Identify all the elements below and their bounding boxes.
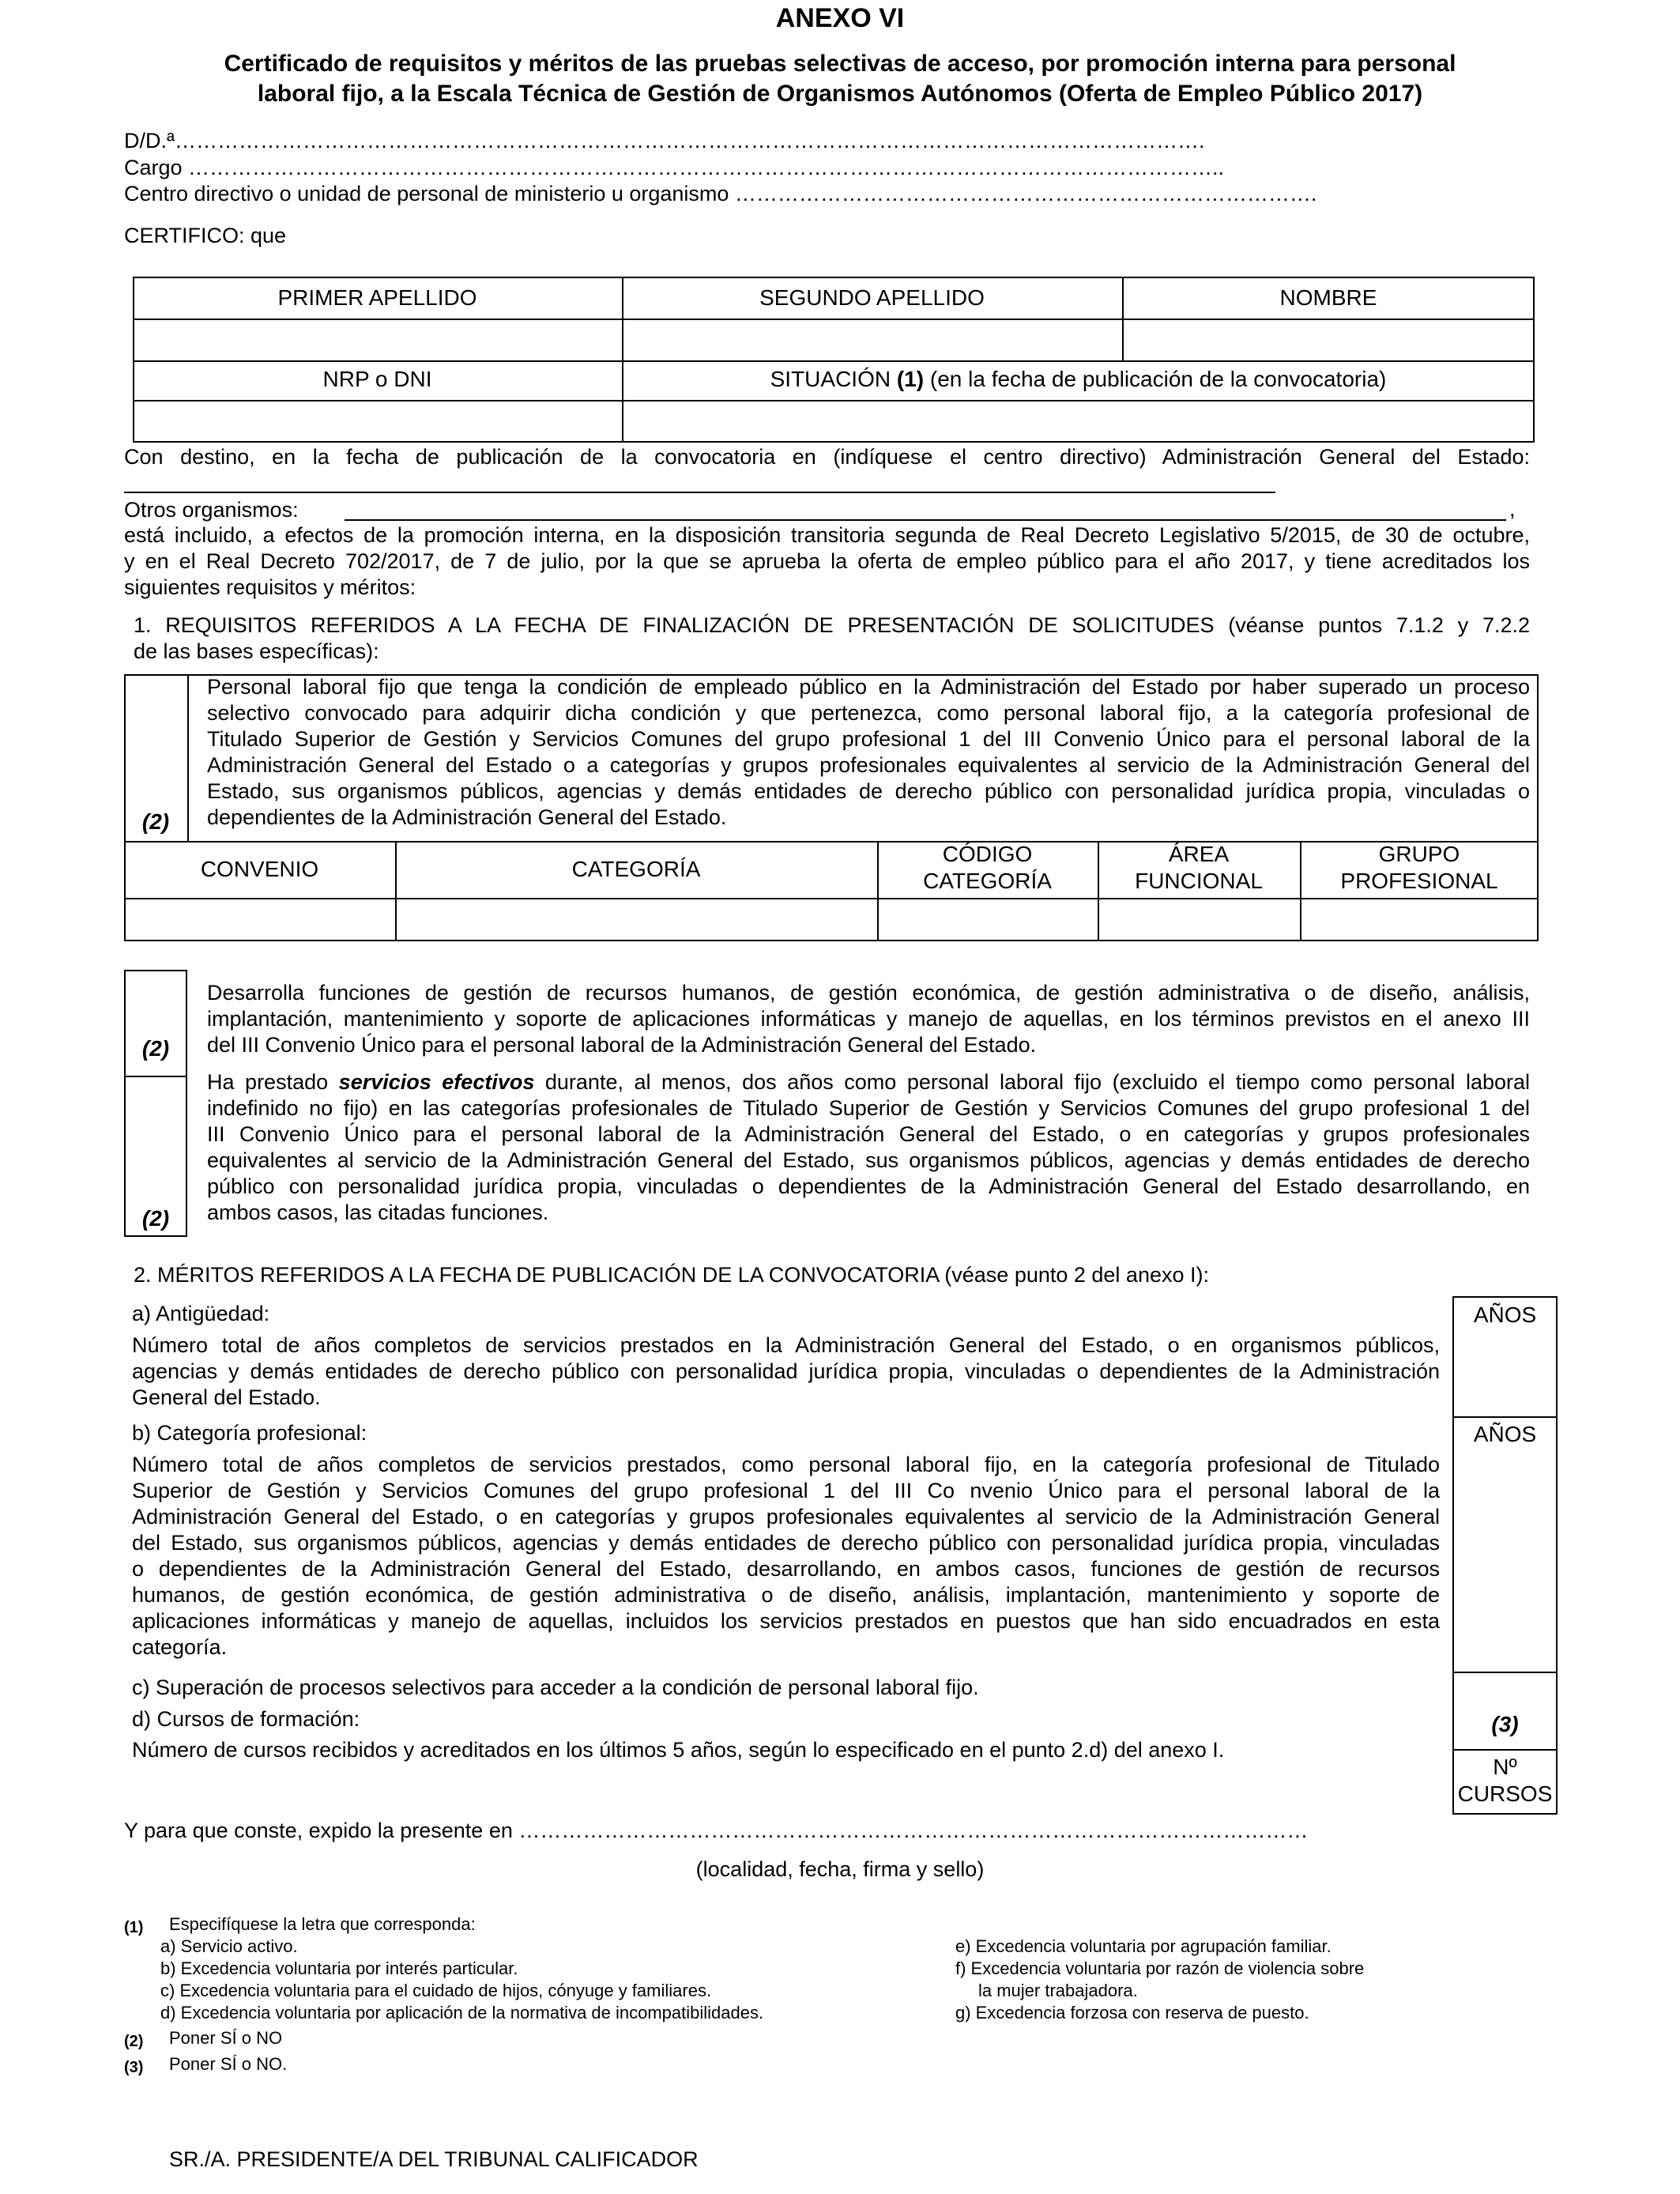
- incluido-line-3: siguientes requisitos y méritos:: [124, 575, 416, 599]
- requisitos-heading-2: de las bases específicas):: [134, 639, 379, 663]
- footnote-item: la mujer trabajadora.: [978, 1981, 1138, 2000]
- cursos-label: Nº CURSOS: [1457, 1755, 1553, 1806]
- area-funcional-header: ÁREA FUNCIONAL: [1135, 842, 1263, 893]
- superacion-mark[interactable]: (3): [1491, 1712, 1519, 1736]
- segundo-apellido-header: SEGUNDO APELLIDO: [759, 285, 985, 310]
- footnote-1-text: Especifíquese la letra que corresponda:: [169, 1914, 476, 1934]
- footnote-2-text: Poner SÍ o NO: [169, 2028, 283, 2048]
- footnote-1-left-list: [160, 1936, 763, 2024]
- footnote-1-marker: (1): [124, 1919, 144, 1936]
- convenio-input[interactable]: [126, 899, 394, 940]
- area-funcional-input[interactable]: [1099, 899, 1298, 940]
- categoria-anos-label: AÑOS: [1473, 1422, 1537, 1446]
- grupo-profesional-header: GRUPO PROFESIONAL: [1340, 842, 1498, 893]
- footnote-3-text: Poner SÍ o NO.: [169, 2054, 288, 2074]
- document-title-line-1: Certificado de requisitos y méritos de las pruebas selectivas de acceso, por promoción interna para personal: [224, 51, 1456, 77]
- servicios-text: Ha prestado servicios efectivos durante, al menos, dos años como personal laboral fijo (excluido el tiempo como personal laboral indefinido no fijo) en las categorías profesionales de Titulado Superior de Gestión y Servicios Comunes del grupo profesional 1 del III Convenio Único para el personal laboral de la Administración General del Estado, o en categorías y grupos profesionales equivalentes al servicio de la Administración General del Estado, sus organismos públicos, agencias y demás entidades de derecho público con personalidad jurídica propia, vinculadas o dependientes de la Administración General del Estado desarrollando, en ambos casos, las citadas funciones.: [207, 1070, 1531, 1224]
- categoria-header: CATEGORÍA: [571, 857, 701, 881]
- destino-label: Con destino, en la fecha de publicación de la convocatoria en (indíquese el centro directivo) Administración General del Estado:: [124, 445, 1530, 469]
- document-title-line-2: laboral fijo, a la Escala Técnica de Gestión de Organismos Autónomos (Oferta de Empleo Público 2017): [257, 81, 1423, 107]
- destino-line[interactable]: [124, 492, 1275, 493]
- requisito-marks-column: [124, 970, 187, 1237]
- categoria-anos-input[interactable]: [1454, 1449, 1556, 1670]
- personal-mark[interactable]: (2): [141, 809, 170, 834]
- conste-line[interactable]: Y para que conste, expido la presente en …………………………………………………………………………………………………: [124, 1819, 1309, 1842]
- primer-apellido-header: PRIMER APELLIDO: [277, 285, 477, 310]
- primer-apellido-input[interactable]: [134, 320, 620, 359]
- footnote-item: d) Excedencia voluntaria por aplicación de la normativa de incompatibilidades.: [160, 2003, 764, 2022]
- nombre-input[interactable]: [1124, 320, 1533, 359]
- cargo-field[interactable]: Cargo ………………………………………………………………………………………………………………………………..: [124, 156, 1225, 179]
- funciones-mark[interactable]: (2): [141, 1036, 170, 1061]
- footnote-item: g) Excedencia forzosa con reserva de puesto.: [955, 2003, 1309, 2022]
- segundo-apellido-input[interactable]: [623, 320, 1121, 359]
- antiguedad-anos-input[interactable]: [1454, 1331, 1556, 1415]
- otros-organismos-line[interactable]: [345, 519, 1506, 521]
- convenio-header: CONVENIO: [200, 857, 319, 881]
- nrp-input[interactable]: [134, 401, 620, 441]
- annex-title: ANEXO VI: [775, 3, 905, 33]
- situacion-header: SITUACIÓN (1) (en la fecha de publicación de la convocatoria): [770, 367, 1387, 391]
- cursos-text: Número de cursos recibidos y acreditados en los últimos 5 años, según lo especificado en el punto 2.d) del anexo I.: [132, 1738, 1225, 1762]
- otros-organismos-label: Otros organismos:: [124, 498, 299, 522]
- incluido-line-2: y en el Real Decreto 702/2017, de 7 de julio, por la que se aprueba la oferta de empleo público para el año 2017, y tiene acreditados los: [124, 549, 1530, 573]
- funciones-text: Desarrolla funciones de gestión de recursos humanos, de gestión económica, de gestión administrativa o de diseño, análisis, implantación, mantenimiento y soporte de aplicaciones informáticas y manejo de aquellas, en los términos previstos en el anexo III del III Convenio Único para el personal laboral de la Administración General del Estado.: [207, 981, 1530, 1057]
- localidad-fecha-firma: (localidad, fecha, firma y sello): [695, 1857, 985, 1881]
- otros-comma: ,: [1509, 497, 1516, 521]
- categoria-title: b) Categoría profesional:: [132, 1421, 367, 1445]
- antiguedad-anos-label: AÑOS: [1473, 1302, 1537, 1327]
- centro-field[interactable]: Centro directivo o unidad de personal de ministerio u organismo ……………………………………………………………………….: [124, 182, 1317, 205]
- codigo-categoria-header: CÓDIGO CATEGORÍA: [923, 842, 1052, 893]
- footnote-1-right-list: [955, 1936, 1364, 2024]
- footnote-3-marker: (3): [124, 2059, 144, 2076]
- antiguedad-text: Número total de años completos de servicios prestados en la Administración General del Estado, o en organismos públicos, agencias y demás entidades de derecho público con personalidad jurídica propia, vinculadas o dependientes de la Administración General del Estado.: [132, 1333, 1440, 1409]
- categoria-text: Número total de años completos de servicios prestados, como personal laboral fijo, en la categoría profesional de Titulado Superior de Gestión y Servicios Comunes del grupo profesional 1 del III Co nvenio Único para el personal laboral de la Administración General del Estado, o en categorías y grupos profesionales equivalentes al servicio de la Administración General del Estado, sus organismos públicos, agencias y demás entidades de derecho público con personalidad jurídica propia, vinculadas o dependientes de la Administración General del Estado, desarrollando, en ambos casos, funciones de gestión de recursos humanos, de gestión económica, de gestión administrativa o de diseño, análisis, implantación, mantenimiento y soporte de aplicaciones informáticas y manejo de aquellas, incluidos los servicios prestados en puestos que han sido encuadrados en esta categoría.: [132, 1453, 1440, 1659]
- nrp-header: NRP o DNI: [322, 367, 432, 391]
- categoria-input[interactable]: [397, 899, 876, 940]
- grupo-profesional-input[interactable]: [1301, 899, 1537, 940]
- antiguedad-title: a) Antigüedad:: [132, 1302, 270, 1325]
- footnote-item: a) Servicio activo.: [160, 1936, 298, 1956]
- codigo-categoria-input[interactable]: [879, 899, 1096, 940]
- footnote-item: f) Excedencia voluntaria por razón de violencia sobre: [955, 1958, 1365, 1978]
- certifico-label: CERTIFICO: que: [124, 224, 287, 247]
- dd-field[interactable]: D/D.ª……………………………………………………………………………………………………………………………….: [124, 129, 1205, 153]
- footnote-item: e) Excedencia voluntaria por agrupación familiar.: [955, 1936, 1332, 1956]
- meritos-heading: 2. MÉRITOS REFERIDOS A LA FECHA DE PUBLICACIÓN DE LA CONVOCATORIA (véase punto 2 del anexo I):: [134, 1263, 1209, 1287]
- personal-text: Personal laboral fijo que tenga la condición de empleado público en la Administración del Estado por haber superado un proceso selectivo convocado para adquirir dicha condición y que pertenezca, como personal laboral fijo, a la categoría profesional de Titulado Superior de Gestión y Servicios Comunes del grupo profesional 1 del III Convenio Único para el personal laboral de la Administración General del Estado o a categorías y grupos profesionales equivalentes al servicio de la Administración General del Estado, sus organismos públicos, agencias y demás entidades de derecho público con personalidad jurídica propia, vinculadas o dependientes de la Administración General del Estado.: [207, 675, 1530, 829]
- footnote-2-marker: (2): [124, 2033, 144, 2050]
- incluido-line-1: está incluido, a efectos de la promoción interna, en la disposición transitoria segunda de Real Decreto Legislativo 5/2015, de 30 de octubre,: [124, 523, 1530, 547]
- footnote-item: c) Excedencia voluntaria para el cuidado de hijos, cónyuge y familiares.: [160, 1981, 712, 2000]
- cursos-title: d) Cursos de formación:: [132, 1707, 360, 1731]
- situacion-input[interactable]: [623, 401, 1533, 441]
- superacion-title: c) Superación de procesos selectivos para acceder a la condición de personal laboral fijo.: [132, 1676, 979, 1699]
- footnote-item: b) Excedencia voluntaria por interés particular.: [160, 1958, 518, 1978]
- servicios-mark[interactable]: (2): [141, 1206, 170, 1231]
- nombre-header: NOMBRE: [1279, 285, 1377, 310]
- requisitos-heading-1: 1. REQUISITOS REFERIDOS A LA FECHA DE FINALIZACIÓN DE PRESENTACIÓN DE SOLICITUDES (véanse puntos 7.1.2 y 7.2.2: [134, 613, 1530, 637]
- addressee: SR./A. PRESIDENTE/A DEL TRIBUNAL CALIFICADOR: [169, 2147, 699, 2171]
